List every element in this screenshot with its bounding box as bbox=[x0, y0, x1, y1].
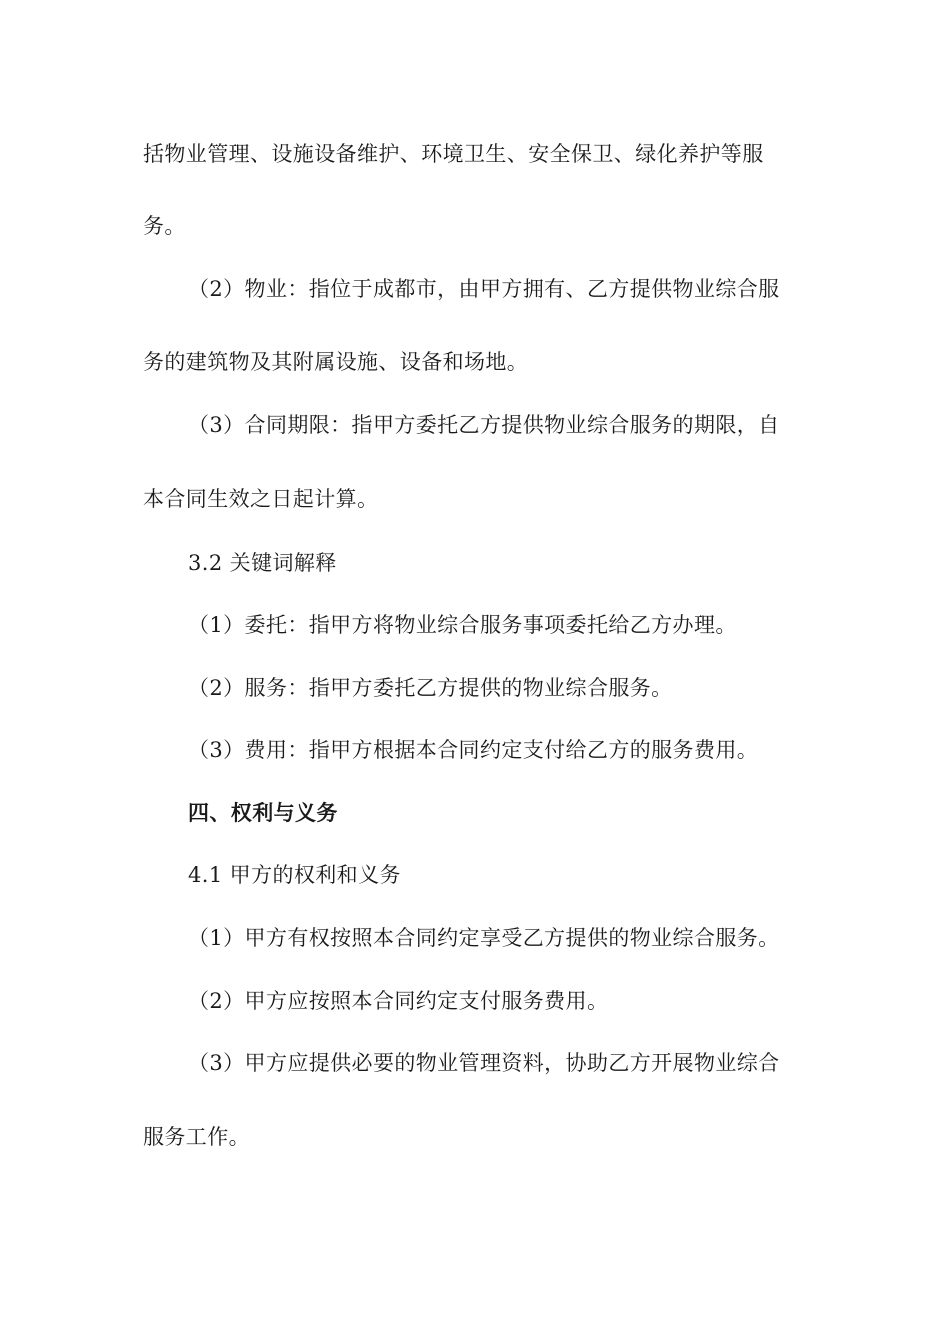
text-line-6: 本合同生效之日起计算。 bbox=[143, 487, 379, 511]
section-heading-3-2: 3.2 关键词解释 bbox=[188, 551, 337, 575]
text-line-10: （3）费用：指甲方根据本合同约定支付给乙方的服务费用。 bbox=[188, 738, 759, 762]
text-line-9: （2）服务：指甲方委托乙方提供的物业综合服务。 bbox=[188, 676, 673, 700]
section-heading-4-1: 4.1 甲方的权利和义务 bbox=[188, 863, 401, 887]
chapter-heading-4: 四、权利与义务 bbox=[188, 800, 338, 825]
text-line-5: （3）合同期限：指甲方委托乙方提供物业综合服务的期限，自 bbox=[188, 413, 780, 437]
text-line-16: 服务工作。 bbox=[143, 1125, 250, 1149]
text-line-4: 务的建筑物及其附属设施、设备和场地。 bbox=[143, 350, 529, 374]
text-line-15: （3）甲方应提供必要的物业管理资料，协助乙方开展物业综合 bbox=[188, 1051, 780, 1075]
text-line-2: 务。 bbox=[143, 214, 186, 238]
text-line-8: （1）委托：指甲方将物业综合服务事项委托给乙方办理。 bbox=[188, 613, 737, 637]
text-line-13: （1）甲方有权按照本合同约定享受乙方提供的物业综合服务。 bbox=[188, 926, 780, 950]
text-line-14: （2）甲方应按照本合同约定支付服务费用。 bbox=[188, 989, 609, 1013]
text-line-1: 括物业管理、设施设备维护、环境卫生、安全保卫、绿化养护等服 bbox=[143, 142, 764, 166]
text-line-3: （2）物业：指位于成都市，由甲方拥有、乙方提供物业综合服 bbox=[188, 277, 780, 301]
